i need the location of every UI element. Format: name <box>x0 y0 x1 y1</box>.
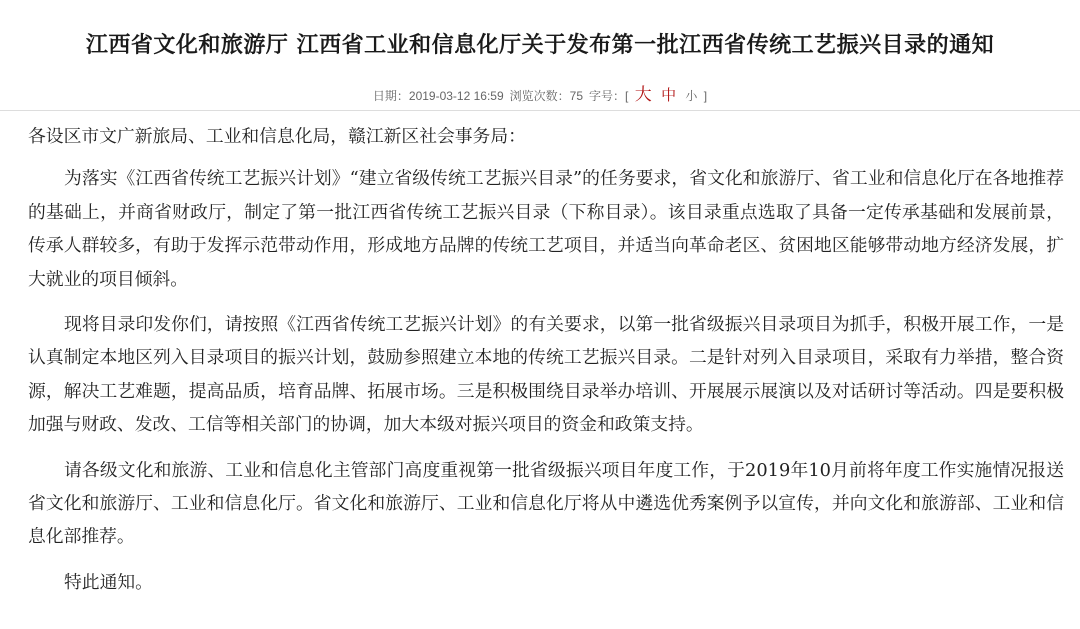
date-label: 日期： <box>372 89 409 103</box>
paragraph-3: 请各级文化和旅游、工业和信息化主管部门高度重视第一批省级振兴项目年度工作，于2019年10月前将年度工作实施情况报送省文化和旅游厅、工业和信息化厅。省文化和旅游厅、工业和信息化厅将从中遴选优秀案例予以宣传，并向文化和旅游部、工业和信息化部推荐。 <box>28 459 1064 548</box>
date-value: 2019-03-12 16:59 <box>408 89 504 103</box>
views-count: 75 <box>569 89 584 103</box>
article-body <box>28 120 1064 611</box>
paragraph-1: 为落实《江西省传统工艺振兴计划》“建立省级传统工艺振兴目录”的任务要求，省文化和旅游厅、省工业和信息化厅在各地推荐的基础上，并商省财政厅，制定了第一批江西省传统工艺振兴目录（下称目录）。该目录重点选取了具备一定传承基础和发展前景，传承人群较多，有助于发挥示范带动作用，形成地方品牌的传统工艺项目，并适当向革命老区、贫困地区能够带动地方经济发展，扩大就业的项目倾斜。 <box>28 168 1064 290</box>
bracket-open: [ <box>625 89 629 103</box>
font-size-medium-button[interactable]: 中 <box>661 87 677 104</box>
views-label: 浏览次数： <box>509 89 570 103</box>
font-size-small-button[interactable]: 小 <box>685 89 698 103</box>
closing-line: 特此通知。 <box>64 571 153 593</box>
salutation: 各设区市文广新旅局、工业和信息化局，赣江新区社会事务局： <box>28 126 526 147</box>
divider <box>0 110 1080 111</box>
article-meta <box>0 80 1080 105</box>
page-title: 江西省文化和旅游厅 江西省工业和信息化厅关于发布第一批江西省传统工艺振兴目录的通知 <box>85 33 995 58</box>
paragraph-2: 现将目录印发你们，请按照《江西省传统工艺振兴计划》的有关要求，以第一批省级振兴目录项目为抓手，积极开展工作，一是认真制定本地区列入目录项目的振兴计划，鼓励参照建立本地的传统工艺振兴目录。二是针对列入目录项目，采取有力举措，整合资源，解决工艺难题，提高品质，培育品牌、拓展市场。三是积极围绕目录举办培训、开展展示展演以及对话研讨等活动。四是要积极加强与财政、发改、工信等相关部门的协调，加大本级对振兴项目的资金和政策支持。 <box>28 314 1064 436</box>
font-size-large-button[interactable]: 大 <box>634 85 652 104</box>
bracket-close: ] <box>703 89 708 103</box>
font-size-label: 字号： <box>589 89 626 103</box>
